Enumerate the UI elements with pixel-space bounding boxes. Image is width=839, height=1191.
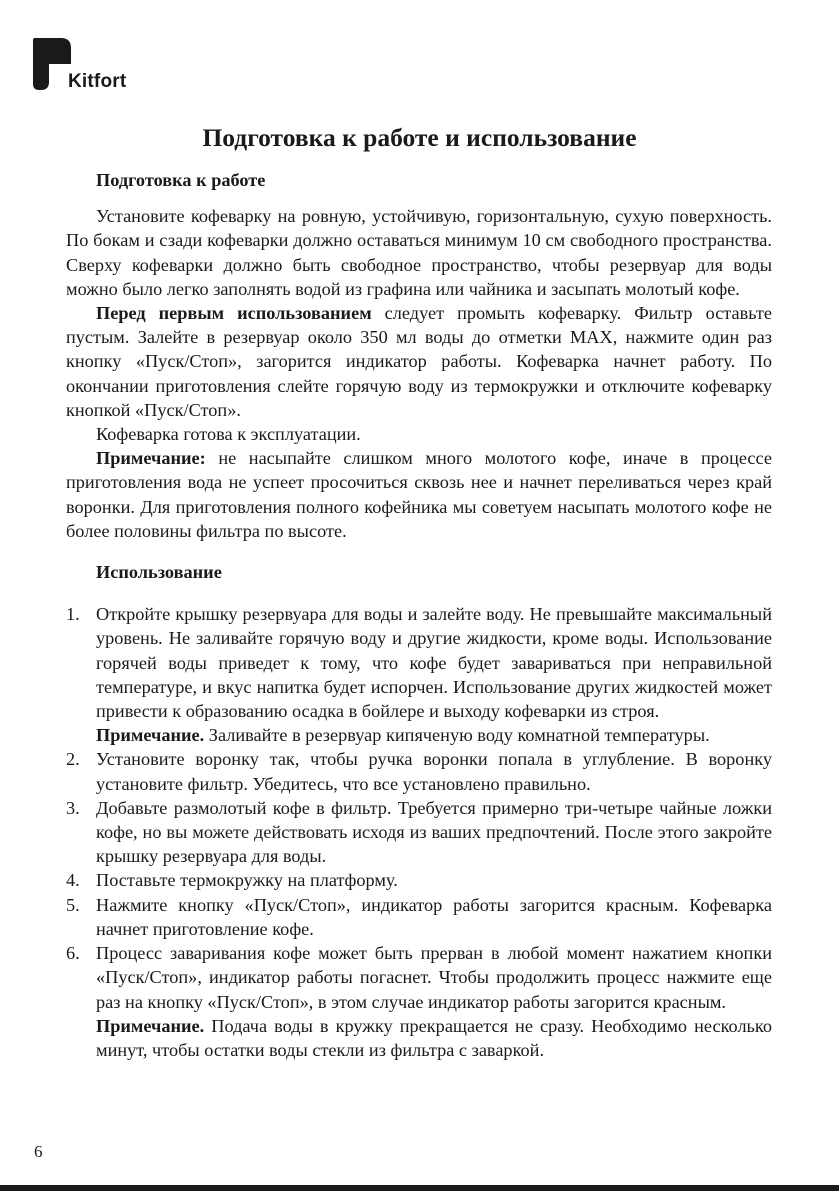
paragraph-first-use xyxy=(66,301,772,422)
step-number: 2. xyxy=(66,749,80,770)
document-body xyxy=(66,168,772,1062)
list-item xyxy=(66,747,772,795)
usage-steps-list xyxy=(66,602,772,1062)
step-number: 1. xyxy=(66,604,80,625)
page-title: Подготовка к работе и использование xyxy=(202,123,637,152)
step-text: Откройте крышку резервуара для воды и залейте воду. Не превышайте максимальный уровень. Не заливайте горячую воду и другие жидкости, кроме воды. Использование горячей воды приведет к тому, что кофе будет завариваться при неправильной температуре, и вкус напитка будет испорчен. Использование других жидкостей может привести к образованию осадка в бойлере и выходу кофеварки из строя. xyxy=(96,604,772,722)
page-number: 6 xyxy=(34,1142,43,1161)
step-text: Нажмите кнопку «Пуск/Стоп», индикатор работы загорится красным. Кофеварка начнет приготовление кофе. xyxy=(96,894,772,939)
list-item xyxy=(66,602,772,747)
list-item xyxy=(66,868,772,892)
step-number: 3. xyxy=(66,797,80,818)
step-text: Процесс заваривания кофе может быть прерван в любой момент нажатием кнопки «Пуск/Стоп», индикатор работы погаснет. Чтобы продолжить процесс нажмите еще раз на кнопку «Пуск/Стоп», в этом случае индикатор работы загорится красным. xyxy=(96,943,772,1012)
step-text: Установите воронку так, чтобы ручка воронки попала в углубление. В воронку установите фильтр. Убедитесь, что все установлено правильно. xyxy=(96,749,772,794)
note-label: Примечание: xyxy=(96,448,206,469)
paragraph-ready: Кофеварка готова к эксплуатации. xyxy=(96,424,361,445)
page-bottom-rule xyxy=(0,1185,839,1191)
step-number: 4. xyxy=(66,870,80,891)
brand-name: Kitfort xyxy=(68,71,127,92)
note-text: не насыпайте слишком много молотого кофе, иначе в процессе приготовления вода не успеет просочиться сквозь нее и начнет переливаться через край воронки. Для приготовления полного кофейника мы советуем насыпать молотого кофе не более половины фильтра по высоте. xyxy=(66,448,772,541)
step-note-label: Примечание. xyxy=(96,725,205,746)
list-item xyxy=(66,796,772,869)
step-note-text: Заливайте в резервуар кипяченую воду комнатной температуры. xyxy=(204,725,710,746)
section-heading-usage: Использование xyxy=(96,562,222,583)
kitfort-logo-icon xyxy=(33,38,71,90)
step-note xyxy=(96,723,772,747)
first-use-text: следует промыть кофеварку. Фильтр оставьте пустым. Залейте в резервуар около 350 мл воды до отметки MAX, нажмите один раз кнопку «Пуск/Стоп», загорится индикатор работы. Кофеварка начнет работу. По окончании приготовления слейте горячую воду из термокружки и отключите кофеварку кнопкой «Пуск/Стоп». xyxy=(66,303,773,420)
step-note xyxy=(96,1014,772,1062)
section-heading-preparation: Подготовка к работе xyxy=(96,170,266,190)
step-number: 5. xyxy=(66,894,80,915)
paragraph-note xyxy=(66,446,772,543)
list-item xyxy=(66,941,772,1062)
step-number: 6. xyxy=(66,943,80,964)
brand-logo xyxy=(33,38,153,94)
step-text: Поставьте термокружку на платформу. xyxy=(96,870,398,891)
step-text: Добавьте размолотый кофе в фильтр. Требуется примерно три-четыре чайные ложки кофе, но вы можете действовать исходя из ваших предпочтений. После этого закройте крышку резервуара для воды. xyxy=(96,797,772,867)
step-note-text: Подача воды в кружку прекращается не сразу. Необходимо несколько минут, чтобы остатки воды стекли из фильтра с заваркой. xyxy=(96,1015,772,1060)
first-use-label: Перед первым использованием xyxy=(96,303,372,324)
step-note-label: Примечание. xyxy=(96,1015,205,1036)
paragraph-placement: Установите кофеварку на ровную, устойчивую, горизонтальную, сухую поверхность. По бокам и сзади кофеварки должно оставаться минимум 10 см свободного пространства. Сверху кофеварки должно быть свободное пространство, чтобы резервуар для воды можно было легко заполнять водой из графина или чайника и засыпать молотый кофе. xyxy=(66,206,772,299)
list-item xyxy=(66,893,772,941)
